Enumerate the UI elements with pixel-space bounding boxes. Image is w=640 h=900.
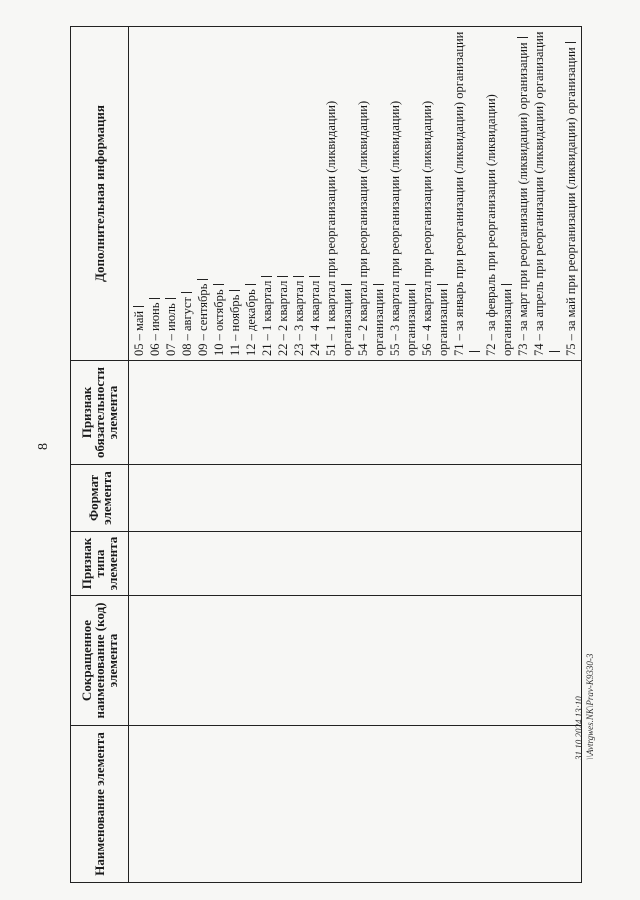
cell-element-name xyxy=(129,726,582,883)
list-item: 72 – за февраль при реорганизации (ликвидации) организации xyxy=(484,94,514,356)
table-header-row xyxy=(71,27,129,883)
list-item: 23 – 3 квартал xyxy=(291,31,307,356)
period-code-list xyxy=(131,31,579,356)
header-type-flag: Признак типа элемента xyxy=(71,532,129,596)
list-item: 10 – октябрь xyxy=(211,31,227,356)
table-row xyxy=(129,27,582,883)
list-item: 75 – за май при реорганизации (ликвидации) организации xyxy=(563,31,579,356)
print-file-path: \\Avtrgwes.NK\Prav-K9330-3 xyxy=(585,653,595,760)
list-item: 06 – июнь xyxy=(147,31,163,356)
list-item: 73 – за март при реорганизации (ликвидации) организации xyxy=(515,31,531,356)
cell-format xyxy=(129,465,582,532)
list-item: 11 – ноябрь xyxy=(227,31,243,356)
list-item: 56 – 4 квартал при реорганизации (ликвидации) организации xyxy=(420,100,450,356)
cell-type-flag xyxy=(129,532,582,596)
page-number: 8 xyxy=(36,443,51,450)
list-item: 71 – за январь при реорганизации (ликвидации) организации xyxy=(451,31,483,356)
print-timestamp: 31.10.2024 13:10 xyxy=(574,696,584,760)
header-format: Формат элемента xyxy=(71,465,129,532)
list-item: 55 – 3 квартал при реорганизации (ликвидации) организации xyxy=(388,100,418,356)
cell-additional-info xyxy=(129,27,582,361)
header-element-name: Наименование элемента xyxy=(71,726,129,883)
elements-table xyxy=(70,26,582,883)
list-item: 08 – август xyxy=(179,31,195,356)
list-item: 74 – за апрель при реорганизации (ликвидации) организации xyxy=(531,31,563,356)
list-item: 12 – декабрь xyxy=(243,31,259,356)
list-item: 51 – 1 квартал при реорганизации (ликвидации) организации xyxy=(324,100,354,356)
header-additional-info: Дополнительная информация xyxy=(71,27,129,361)
list-item: 22 – 2 квартал xyxy=(275,31,291,356)
list-item: 21 – 1 квартал xyxy=(259,31,275,356)
header-short-name: Сокращенное наименование (код) элемента xyxy=(71,596,129,726)
cell-required-flag xyxy=(129,361,582,465)
header-required-flag: Признак обязательности элемента xyxy=(71,361,129,465)
list-item: 09 – сентябрь xyxy=(195,31,211,356)
list-item: 07 – июль xyxy=(163,31,179,356)
cell-short-name xyxy=(129,596,582,726)
list-item: 24 – 4 квартал xyxy=(307,31,323,356)
list-item: 05 – май xyxy=(131,31,147,356)
list-item: 54 – 2 квартал при реорганизации (ликвидации) организации xyxy=(356,100,386,356)
rotated-table-container xyxy=(70,27,578,883)
